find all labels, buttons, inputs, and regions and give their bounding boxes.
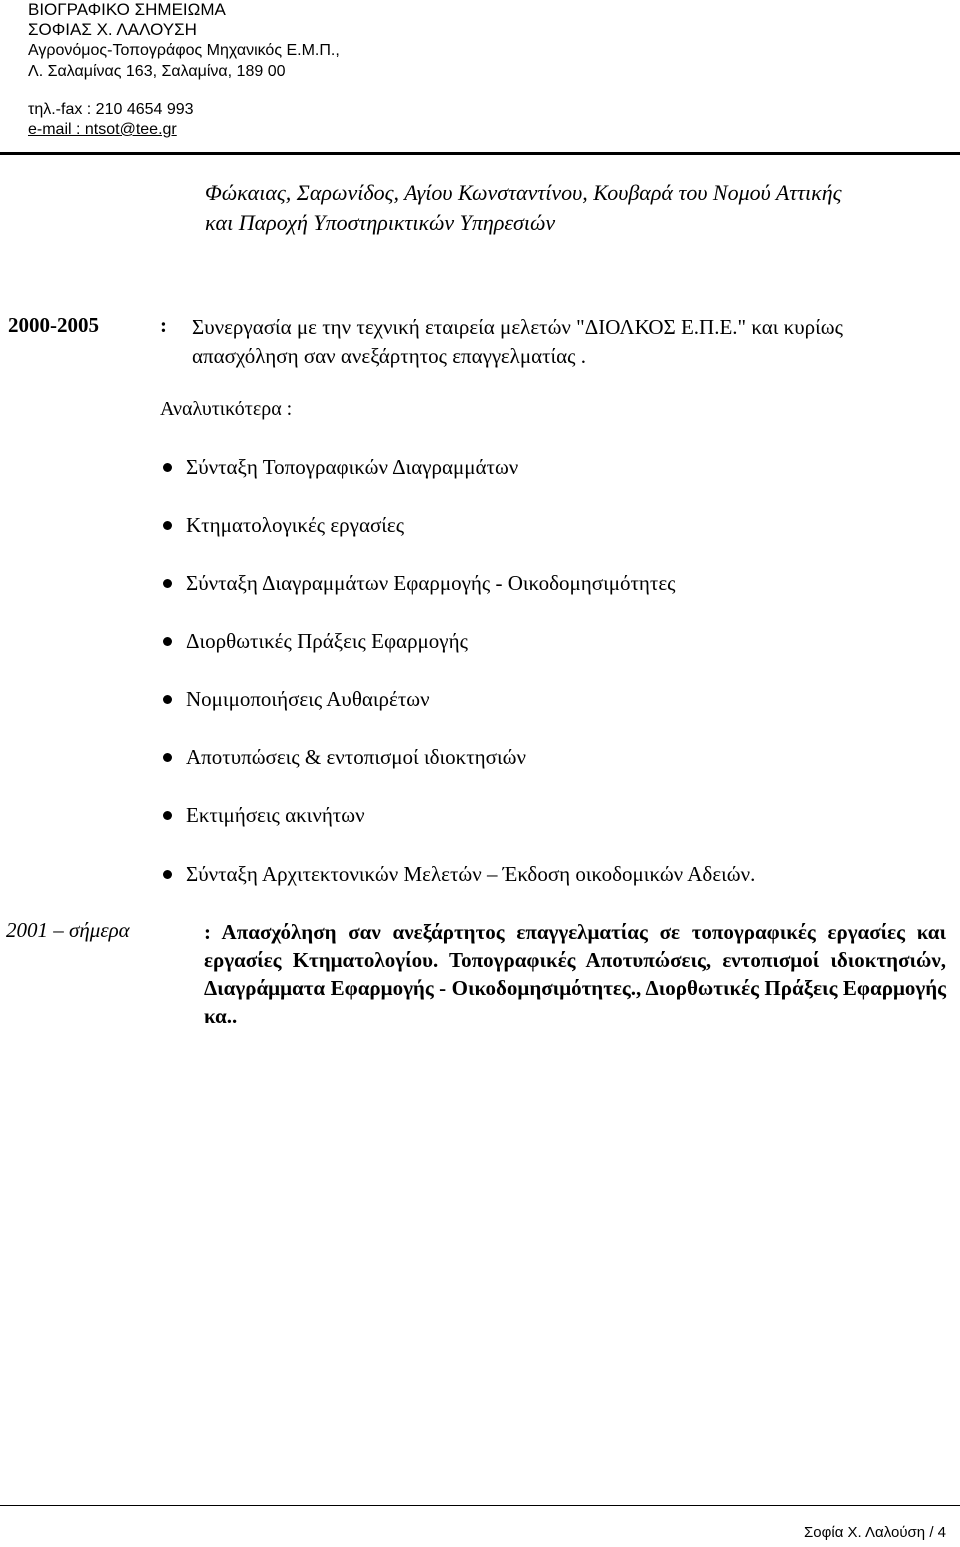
list-item-label: Διορθωτικές Πράξεις Εφαρμογής	[186, 629, 468, 653]
footer-divider	[0, 1505, 960, 1506]
bullet-icon	[163, 521, 172, 530]
list-item-label: Εκτιμήσεις ακινήτων	[186, 803, 365, 827]
bullet-icon	[163, 870, 172, 879]
bullet-icon	[163, 811, 172, 820]
list-item	[163, 512, 404, 538]
bullet-icon	[163, 695, 172, 704]
list-item-label: Νομιμοποιήσεις Αυθαιρέτων	[186, 687, 430, 711]
entry-2-description: : Απασχόληση σαν ανεξάρτητος επαγγελματίας σε τοπογραφικές εργασίες και εργασίες Κτηματολογίου. Τοπογραφικές Αποτυπώσεις, εντοπισμοί ιδιοκτησιών, Διαγράμματα Εφαρμογής - Οικοδομησιμότητες., Διορθωτικές Πράξεις Εφαρμογής κα..	[204, 920, 946, 1028]
entry-2-period: 2001 – σήμερα	[6, 918, 130, 942]
list-item	[163, 861, 755, 887]
list-item	[163, 454, 518, 480]
author-name: ΣΟΦΙΑΣ Χ. ΛΑΛΟΥΣΗ	[28, 20, 197, 39]
header-divider	[0, 152, 960, 155]
author-email-link[interactable]: e-mail : ntsot@tee.gr	[28, 121, 177, 138]
entry-1-period: 2000-2005	[8, 313, 99, 337]
author-profession: Αγρονόμος-Τοπογράφος Μηχανικός Ε.Μ.Π.,	[28, 42, 340, 59]
list-item	[163, 570, 676, 596]
list-item-label: Σύνταξη Διαγραμμάτων Εφαρμογής - Οικοδομησιμότητες	[186, 571, 676, 595]
page-footer: Σοφία Χ. Λαλούση / 4	[804, 1524, 946, 1541]
list-item-label: Σύνταξη Αρχιτεκτονικών Μελετών – Έκδοση οικοδομικών Αδειών.	[186, 862, 756, 886]
author-phone: τηλ.-fax : 210 4654 993	[28, 101, 194, 118]
list-item	[163, 628, 468, 654]
intro-line-2: και Παροχή Υποστηρικτικών Υπηρεσιών	[205, 210, 556, 235]
intro-line-1: Φώκαιας, Σαρωνίδος, Αγίου Κωνσταντίνου, Κουβαρά του Νομού Αττικής	[205, 180, 842, 205]
list-item	[163, 744, 526, 770]
entry-1-colon: :	[160, 313, 167, 337]
document-title: ΒΙΟΓΡΑΦΙΚΟ ΣΗΜΕΙΩΜΑ	[28, 0, 226, 19]
list-item-label: Σύνταξη Τοπογραφικών Διαγραμμάτων	[186, 455, 519, 479]
list-item-label: Αποτυπώσεις & εντοπισμοί ιδιοκτησιών	[186, 745, 526, 769]
bullet-icon	[163, 753, 172, 762]
list-item	[163, 686, 430, 712]
author-address: Λ. Σαλαμίνας 163, Σαλαμίνα, 189 00	[28, 63, 286, 80]
bullet-icon	[163, 637, 172, 646]
entry-1-description: Συνεργασία με την τεχνική εταιρεία μελετών "ΔΙΟΛΚΟΣ Ε.Π.Ε." και κυρίως απασχόληση σαν ανεξάρτητος επαγγελματίας .	[192, 315, 843, 368]
details-label: Αναλυτικότερα :	[160, 398, 293, 420]
bullet-icon	[163, 579, 172, 588]
bullet-icon	[163, 463, 172, 472]
list-item	[163, 802, 365, 828]
list-item-label: Κτηματολογικές εργασίες	[186, 513, 405, 537]
